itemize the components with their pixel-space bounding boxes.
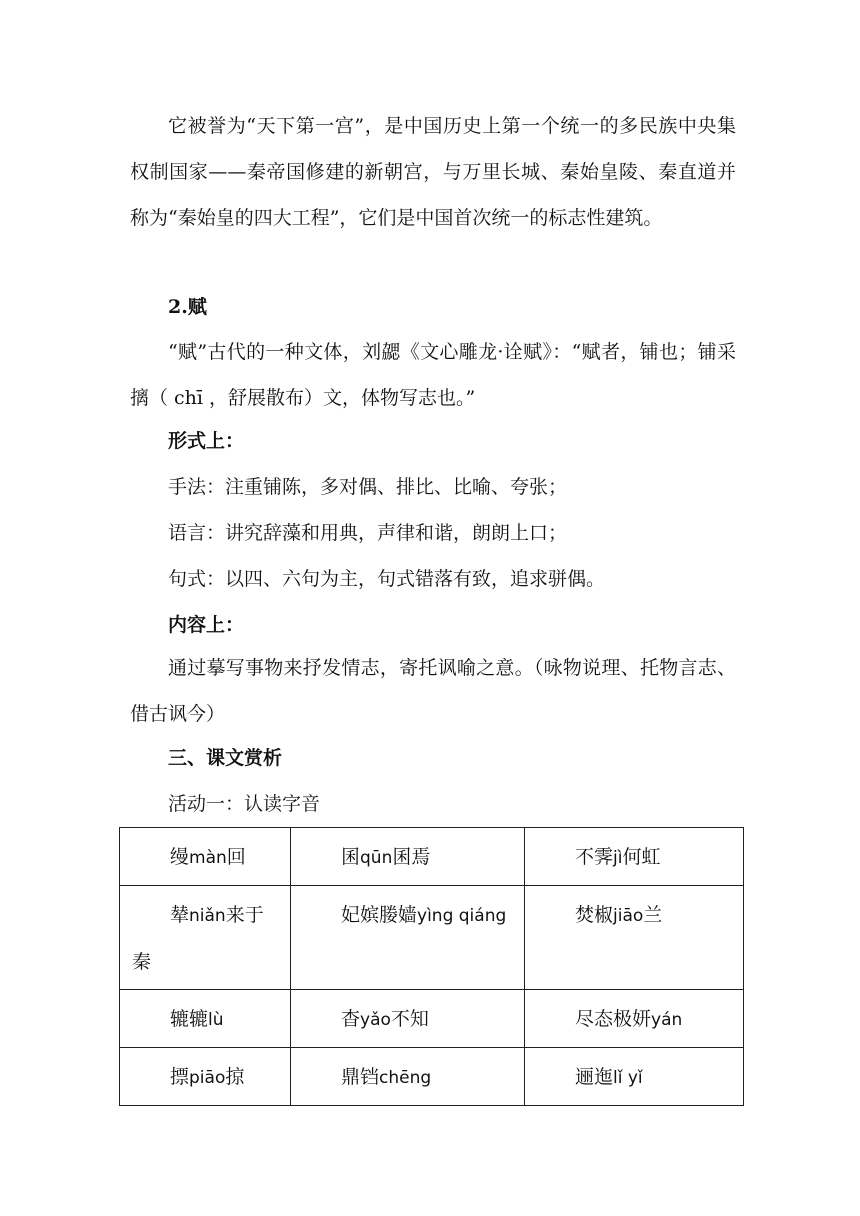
table-cell: 摽piāo掠 (120, 1048, 291, 1106)
language-line: 语言：讲究辞藻和用典，声律和谐，朗朗上口； (168, 522, 568, 544)
table-row (120, 886, 744, 990)
table-row (120, 828, 744, 886)
section-heading-fu: 2.赋 (168, 296, 207, 318)
table-cell: 囷qūn囷焉 (291, 828, 525, 886)
section-heading-three: 三、课文赏析 (168, 747, 283, 769)
table-cell: 尽态极妍yán (525, 990, 744, 1048)
table-cell: 焚椒jiāo兰 (525, 886, 744, 990)
table-cell: 妃嫔媵嫱yìng qiáng (291, 886, 525, 990)
form-heading: 形式上： (168, 430, 245, 452)
content-heading: 内容上： (168, 614, 245, 636)
table-cell: 鼎铛chēng (291, 1048, 525, 1106)
technique-line: 手法：注重铺陈，多对偶、排比、比喻、夸张； (168, 476, 568, 498)
table-row (120, 990, 744, 1048)
content-paragraph: 通过摹写事物来抒发情志，寄托讽喻之意。（咏物说理、托物言志、借古讽今） (130, 657, 736, 725)
table-cell: 逦迤lǐ yǐ (525, 1048, 744, 1106)
table-cell: 不霁jì何虹 (525, 828, 744, 886)
table-cell: 杳yǎo不知 (291, 990, 525, 1048)
sentence-style-line: 句式：以四、六句为主，句式错落有致，追求骈偶。 (168, 568, 606, 590)
table-row (120, 1048, 744, 1106)
pronunciation-table (119, 827, 744, 1106)
table-cell: 缦màn回 (120, 828, 291, 886)
intro-paragraph: 它被誉为“天下第一宫”，是中国历史上第一个统一的多民族中央集权制国家——秦帝国修建的新朝宫，与万里长城、秦始皇陵、秦直道并称为“秦始皇的四大工程”，它们是中国首次统一的标志性建筑。 (130, 115, 736, 229)
activity-line: 活动一：认读字音 (168, 793, 321, 815)
table-cell: 辘辘lù (120, 990, 291, 1048)
table-cell: 辇niǎn来于秦 (120, 886, 291, 990)
fu-definition-paragraph: “赋”古代的一种文体，刘勰《文心雕龙·诠赋》：“赋者，铺也；铺采摛（ chī ，舒展散布）文，体物写志也。” (130, 341, 736, 409)
